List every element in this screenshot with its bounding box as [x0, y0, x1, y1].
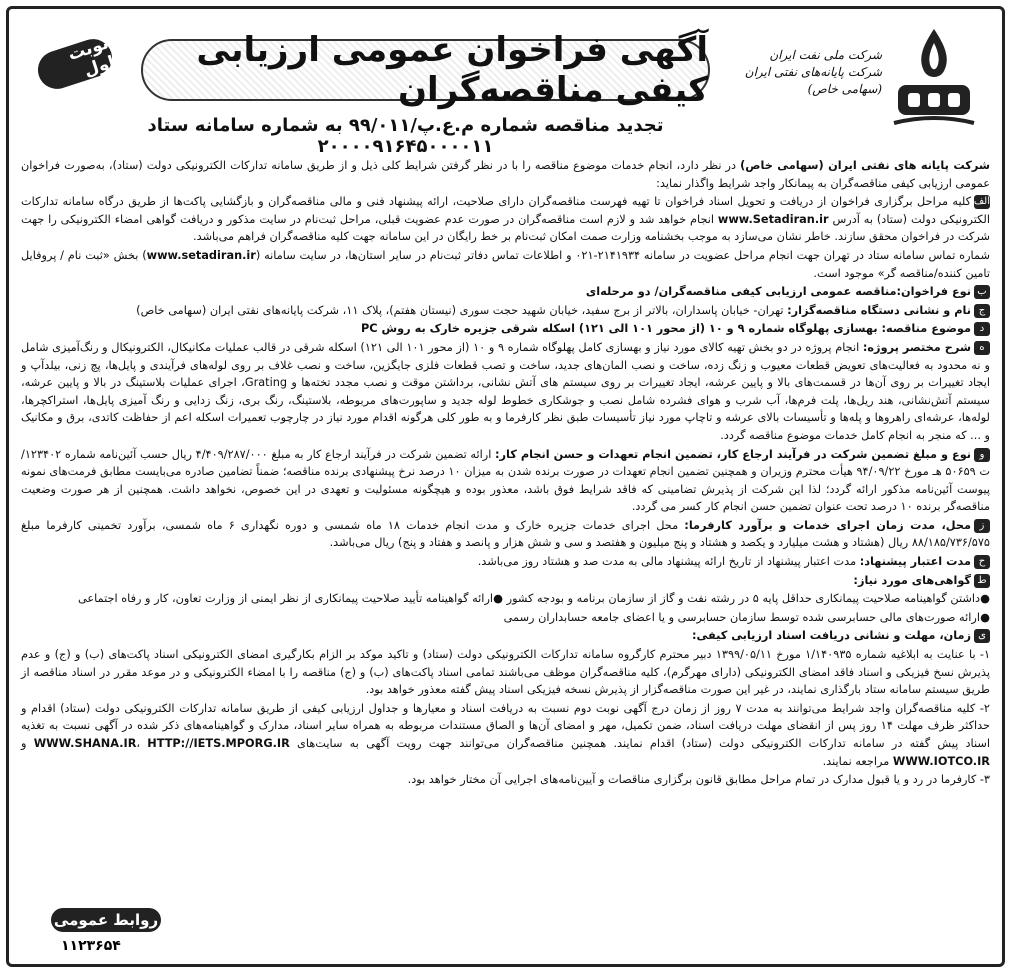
- setadiran-link-2[interactable]: www.setadiran.ir: [146, 248, 256, 262]
- section-z: [21, 517, 990, 552]
- section-title: نوع و مبلغ تضمین شرکت در فرآیند ارجاع کار، تضمین انجام تعهدات و حسن انجام کار:: [495, 447, 972, 461]
- section-text: ارائه تضمین شرکت در فرآیند ارجاع کار به مبلغ ۴/۴۰۹/۲۸۷/۰۰۰ ریال حسب آئین‌نامه شماره ۱۲۳۴۰۲/ت ۵۰۶۵۹ هـ مورخ ۹۴/۰۹/۲۲ هیأت محترم وزیران و همچنین تضمین انجام تعهدات در صورت برنده شدن به میزان ۱۰ درصد نرخ پیشنهادی برنده مناقصه؛ ضمناً تضامین صادره می‌بایست مطابق فرمت‌های نمونه پیوست آئین‌نامه مذکور ارائه گردد؛ لذا این شرکت از پذیرش تضامینی که فاقد شرایط فوق باشد، معذور بوده و هیچگونه مسئولیت و تعهدی در این خصوص، نخواهد داشت. همچنین از هر صورت وضعیت مناقصه‌گر برنده ۱۰ درصد تحت عنوان تضمین حسن انجام کار کسر می گردد.: [21, 447, 991, 514]
- bullet-icon: ●: [980, 610, 990, 624]
- section-label: ه: [974, 341, 990, 355]
- list-item: ۱- با عنایت به ابلاغیه شماره ۱/۱۴۰۹۳۵ مورخ ۱۳۹۹/۰۵/۱۱ دبیر محترم کارگروه سامانه تدارکات الکترونیکی دولت (ستاد) و تاکید موکد بر الزام بکارگیری امضای الکترونیکی اسناد پاکت‌های (ب) و (ج) و عدم پذیرش نسخ فیزیکی و اسناد فاقد امضای الکترونیکی (دارای مهرگرم)، کلیه مناقصه‌گران موظف می‌باشند تمامی اسناد پاکت‌های (ب) و (ج) مناقصه را با امضاء الکترونیکی و در موعد مقرر در اسناد مناقصه از طریق سیستم سامانه ستاد بارگذاری نمایند، در غیر این صورت مناقصه‌گزار از پذیرش نسخه فیزیکی اسناد پیش گفته معذور خواهد بود.: [21, 648, 991, 697]
- section-label: ب: [974, 285, 990, 299]
- section-title: مدت اعتبار پیشنهاد:: [859, 555, 971, 569]
- certificate-row: [21, 609, 990, 627]
- section-text: انجام پروژه در دو بخش تهیه کالای مورد نیاز و بهسازی کامل پهلوگاه شماره ۹ و ۱۰ (از محور ۱۰۱ الی ۱۲۱) اسکله شرقی در قالب عملیات مکانیکال، الکترونیکال و رنگ‌آمیزی شامل و نه محدود به فعالیت‌های تعویض قطعات معیوب و زنگ زده، ساخت و نصب المان‌های جدید، ساخت و تصب قطعات فلزی جایگزین، ساخت و نصب غلاف بر روی لوله‌های فرآیندی و پایل‌ها، پچ زنی، بیلدآپ و ایجاد تغییرات بر روی آن‌ها در قسمت‌های بالا و پایین عرشه، ایجاد تغییرات بر روی سیستم های آتش نشانی، برداشتن موقت و نصب مجدد تخته‌ها و Grating، اجرای عملیات بلاستینگ در بالا و پایین عرشه، سیستم آتش‌نشانی، هند ریل‌ها، پلت فرم‌ها، آب شرب و هوای فشرده شامل نصب و جوشکاری خطوط لوله جدید و ساپورت‌های مربوطه، بلاستینگ، رنگ بری، زنگ زدایی و رنگ آمیزی پایل‌ها، استراکچرها، لوله‌ها، عرشه‌ای راهروها و پله‌ها و تأسیسات بالای عرشه و تاچاپ مورد نیاز تأسیسات طبق نظر کارفرما و به طور کلی هرگونه اقدام مورد نیاز در چارچوب تعمیرات اسکله اعم از حفاظت کاتدی، برق و مکانیک و ... که منجر به انجام کامل خدمات موضوع مناقصه گردد.: [21, 340, 991, 442]
- section-text: تهران- خیابان پاسداران، بالاتر از برج سفید، خیابان شهید حجت سوری (نیستان هفتم)، پلاک ۱۱، شرکت پایانه‌های نفتی ایران (سهامی خاص): [136, 303, 788, 317]
- ad-content: [21, 157, 990, 789]
- title-box: [141, 30, 710, 110]
- section-alef-text3: شماره تماس سامانه ستاد در تهران جهت انجام مراحل عضویت در سامانه ۲۱۴۱۹۳۴-۰۲۱ و اطلاعات تماس دفاتر ثبت‌نام در سایر استان‌ها، در سایت سامانه (: [255, 248, 990, 262]
- section-d: [21, 320, 990, 338]
- section-text: بهسازی پهلوگاه شماره ۹ و ۱۰ (از محور ۱۰۱ الی ۱۲۱) اسکله شرقی جزیره خارک به روش PC: [361, 322, 882, 336]
- section-h: [21, 339, 990, 445]
- section-y: [21, 627, 990, 645]
- intro-paragraph: [21, 157, 990, 192]
- intro-text: در نظر دارد، انجام خدمات موضوع مناقصه را با در نظر گرفتن شرایط کلی ذیل و از طریق سامانه تدارکات الکترونیکی دولت (ستاد)، به‌صورت فراخوان عمومی ارزیابی کیفی مناقصه‌گران به پیمانکار واجد شرایط واگذار نماید:: [21, 159, 990, 190]
- section-title: نام و نشانی دستگاه مناقصه‌گزار:: [787, 303, 971, 317]
- shana-link[interactable]: WWW.SHANA.IR: [33, 737, 137, 750]
- company-name-block: [722, 47, 882, 98]
- page-title: آگهی فراخوان عمومی ارزیابی کیفی مناقصه‌گران: [196, 30, 708, 110]
- section-label: ج: [974, 304, 990, 318]
- nioc-logo-icon: [884, 23, 984, 133]
- list-item-2: [21, 700, 990, 770]
- intro-company: شرکت پایانه های نفتی ایران (سهامی خاص): [740, 159, 990, 172]
- tender-subtitle: تجدید مناقصه شماره م.ع.پ/۹۹/۰۱۱ به شماره سامانه ستاد ۲۰۰۰۰۹۱۶۴۵۰۰۰۰۱۱: [147, 115, 664, 157]
- company-line-2: شرکت پایانه‌های نفتی ایران: [744, 65, 882, 79]
- ad-number: ۱۱۲۳۶۵۴: [61, 938, 121, 954]
- section-title: محل، مدت زمان اجرای خدمات و برآورد کارفرما:: [684, 518, 971, 532]
- list-item-text: ۲- کلیه مناقصه‌گران واجد شرایط می‌توانند به مدت ۷ روز از زمان درج آگهی نوبت دوم نسبت به دریافت اسناد و معیارها و جداول ارزیابی کیفی از طریق سامانه تدارکات الکترونیکی دولت (ستاد) اقدام و حداکثر ظرف مهلت ۱۴ روز پس از انقضای مهلت دریافت اسناد، ضمن تکمیل، مهر و امضای آن‌ها و الصاق مستندات مربوطه به همراه سایر اسناد، مدارک و گواهینامه‌های ذکر شده در آگهی نسبت به تغذیه اسناد پیش گفته در سامانه تدارکات الکترونیکی دولت (ستاد) اقدام نمایند. همچنین مناقصه‌گران می‌توانند جهت رویت آگهی به سایت‌های: [21, 701, 991, 750]
- company-line-1: شرکت ملی نفت ایران: [769, 48, 882, 62]
- section-text: مدت اعتبار پیشنهاد از تاریخ ارائه پیشنهاد مالی به مدت صد و هشتاد روز می‌باشد.: [477, 555, 860, 569]
- separator: ،: [136, 737, 141, 750]
- iotco-link[interactable]: WWW.IOTCO.IR: [892, 754, 990, 768]
- section-title: زمان، مهلت و نشانی دریافت اسناد ارزیابی کیفی:: [692, 629, 971, 643]
- round-badge: نوبت اول: [33, 34, 117, 94]
- advertisement-frame: [6, 6, 1005, 967]
- certificate-row: [21, 590, 990, 608]
- certificate-item: ارائه صورت‌های مالی حسابرسی شده توسط سازمان حسابرسی و یا اعضای جامعه حسابداران رسمی: [503, 610, 980, 624]
- section-label: ح: [974, 555, 990, 569]
- section-alef-text4: ) بخش «ثبت نام / پروفایل تامین کننده/مناقصه گر» موجود است.: [21, 248, 990, 280]
- section-text: مناقصه عمومی ارزیابی کیفی مناقصه‌گران/ دو مرحله‌ای: [585, 285, 897, 299]
- section-title: شرح مختصر پروژه:: [862, 340, 971, 354]
- section-label: الف: [973, 196, 990, 208]
- public-relations-badge: روابط عمومی: [51, 908, 161, 932]
- section-h2: [21, 553, 990, 571]
- section-text: محل اجرای خدمات جزیره خارک و مدت انجام خدمات ۱۸ ماه شمسی و دوره نگهداری ۶ ماه شمسی، برآورد تخمینی کارفرما مبلغ ۸۸/۱۸۵/۷۳۶/۵۷۵ ریال (هشتاد و هشت میلیارد و یکصد و هشتاد و پنج میلیون و هفتصد و سی و شش هزار و پانصد و هفتاد و پنج) ریال می‌باشد.: [21, 518, 990, 550]
- company-line-3: (سهامی خاص): [807, 82, 882, 96]
- setadiran-link[interactable]: www.Setadiran.ir: [717, 212, 829, 226]
- bullet-icon: ●: [493, 592, 503, 606]
- section-title: گواهی‌های مورد نیاز:: [853, 573, 971, 587]
- section-b: [21, 283, 990, 301]
- section-t: [21, 572, 990, 590]
- section-label: ی: [974, 629, 990, 643]
- separator: و: [21, 737, 27, 750]
- section-alef: [21, 193, 990, 246]
- footer: [21, 908, 321, 958]
- section-label: و: [974, 448, 990, 462]
- iets-link[interactable]: HTTP://IETS.MPORG.IR: [147, 737, 290, 750]
- section-title: موضوع مناقصه:: [881, 322, 971, 336]
- header: [21, 17, 990, 157]
- section-label: ط: [974, 574, 990, 588]
- bullet-icon: ●: [980, 592, 990, 606]
- section-label: ز: [974, 519, 990, 533]
- section-title: نوع فراخوان:: [896, 285, 971, 299]
- certificate-item: ارائه گواهینامه تأیید صلاحیت پیمانکاری از نظر ایمنی از وزارت تعاون، کار و رفاه اجتماعی: [77, 592, 494, 606]
- section-alef-text1: کلیه مراحل برگزاری فراخوان از دریافت و تحویل اسناد فراخوان تا تهیه فهرست مناقصه‌گران دارای صلاحیت، ارائه پیشنهاد فنی و مالی مناقصه‌گران و بازگشایی پاکت‌ها از طریق درگاه سامانه تدارکات الکترونیکی دولت (ستاد) به آدرس: [21, 195, 990, 226]
- list-item-ending: مراجعه نمایند.: [822, 754, 890, 768]
- certificate-item: داشتن گواهینامه صلاحیت پیمانکاری حداقل پایه ۵ در رشته نفت و گاز از سازمان برنامه و بودجه کشور: [506, 592, 980, 606]
- section-alef-contact: [21, 247, 990, 282]
- section-j: [21, 302, 990, 320]
- section-label: د: [974, 322, 990, 336]
- section-v: [21, 446, 990, 516]
- list-item: ۳- کارفرما در رد و یا قبول مدارک در تمام مراحل مطابق قانون برگزاری مناقصات و آیین‌نامه‌های اجرایی آن مختار خواهد بود.: [407, 773, 990, 787]
- section-alef-text2: انجام خواهد شد و لازم است مناقصه‌گران در صورت عدم عضویت قبلی، مراحل ثبت‌نام در سایت مذکور و دریافت گواهی امضاء الکترونیکی را جهت شرکت در فراخوان محقق سازند. خاطر نشان می‌سازد به موجب بخشنامه وزارت صمت امکان ثبت‌نام بر خط رایگان در این سامانه جهت کلیه مناقصه‌گران فراهم می‌باشد.: [21, 212, 990, 244]
